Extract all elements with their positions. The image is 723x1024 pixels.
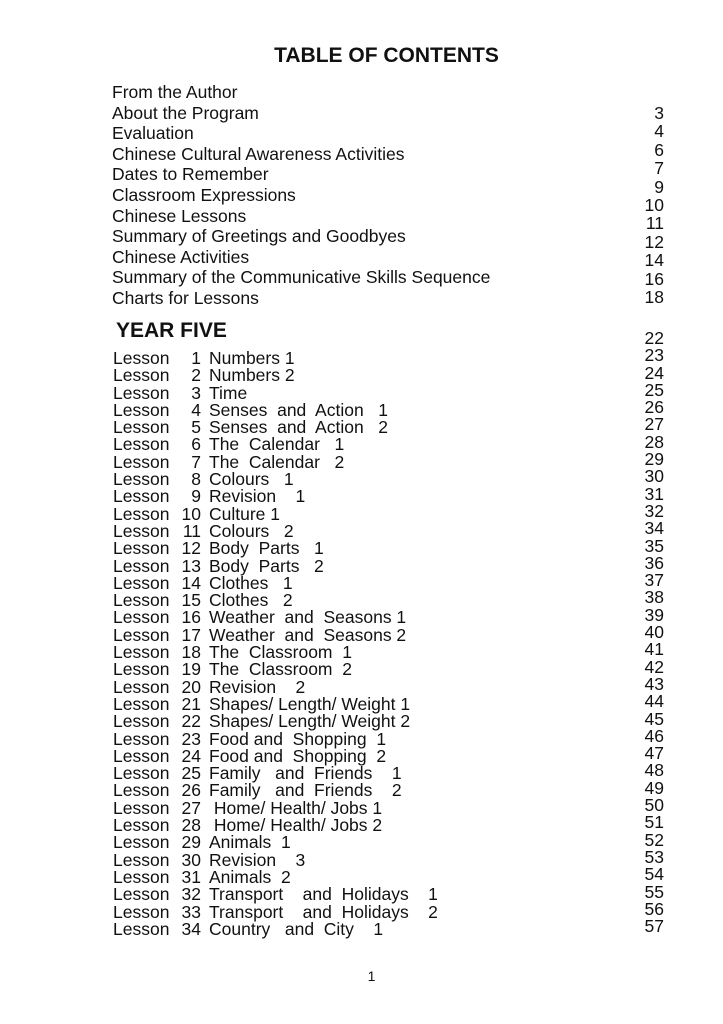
lesson-number: 29 bbox=[181, 832, 201, 853]
lesson-number: 14 bbox=[181, 572, 201, 593]
lesson-word: Lesson bbox=[113, 451, 170, 472]
lesson-number: 1 bbox=[191, 348, 201, 368]
page-ref: 11 bbox=[645, 213, 664, 234]
page-ref: 31 bbox=[644, 483, 664, 504]
lesson-word: Lesson bbox=[113, 745, 170, 766]
section-heading: YEAR FIVE bbox=[116, 319, 227, 342]
page-ref: 37 bbox=[644, 570, 664, 591]
page-ref: 6 bbox=[654, 139, 664, 160]
lesson-word: Lesson bbox=[113, 693, 170, 714]
lesson-title: The Classroom 1 bbox=[209, 642, 352, 663]
lesson-word: Lesson bbox=[113, 469, 170, 490]
lesson-word: Lesson bbox=[113, 832, 170, 853]
toc-entry: Summary of Greetings and Goodbyes bbox=[112, 226, 406, 247]
lesson-word: Lesson bbox=[113, 901, 170, 922]
lesson-number: 12 bbox=[181, 538, 201, 559]
lesson-number: 32 bbox=[181, 884, 201, 905]
lesson-number: 13 bbox=[181, 555, 201, 576]
page-ref: 38 bbox=[644, 587, 664, 608]
lesson-entry bbox=[113, 918, 438, 939]
lesson-title: Shapes/ Length/ Weight 2 bbox=[209, 711, 411, 732]
page-ref: 36 bbox=[644, 552, 664, 573]
page-ref: 28 bbox=[644, 431, 664, 452]
lesson-word: Lesson bbox=[113, 538, 170, 559]
lesson-title: Weather and Seasons 2 bbox=[209, 624, 407, 645]
page-title: TABLE OF CONTENTS bbox=[274, 44, 499, 67]
lesson-title: Home/ Health/ Jobs 1 bbox=[209, 797, 383, 818]
lesson-number: 20 bbox=[181, 676, 201, 697]
page-ref: 41 bbox=[644, 639, 664, 660]
page-ref: 47 bbox=[644, 743, 664, 764]
page-ref: 55 bbox=[644, 881, 664, 902]
lesson-page-numbers bbox=[645, 330, 664, 935]
lesson-number: 17 bbox=[181, 624, 201, 645]
page-ref: 40 bbox=[644, 622, 664, 643]
lesson-word: Lesson bbox=[113, 555, 170, 576]
lesson-number: 9 bbox=[191, 486, 201, 507]
lesson-number: 8 bbox=[191, 469, 201, 490]
lesson-number: 6 bbox=[191, 434, 201, 455]
lesson-word: Lesson bbox=[113, 815, 170, 836]
lesson-title: Animals 1 bbox=[209, 832, 291, 853]
page-ref: 25 bbox=[644, 379, 664, 400]
lesson-word: Lesson bbox=[113, 590, 170, 611]
page-ref: 16 bbox=[644, 268, 664, 289]
lesson-list bbox=[113, 350, 438, 938]
lesson-word: Lesson bbox=[113, 884, 170, 905]
lesson-word: Lesson bbox=[113, 520, 170, 541]
lesson-number: 19 bbox=[181, 659, 201, 680]
lesson-title: Numbers 2 bbox=[209, 365, 295, 386]
toc-entry: Chinese Lessons bbox=[112, 205, 247, 226]
page-ref: 45 bbox=[644, 708, 664, 729]
lesson-word: Lesson bbox=[113, 503, 170, 524]
lesson-number: 5 bbox=[191, 417, 201, 438]
page-ref: 34 bbox=[644, 518, 664, 539]
lesson-title: Colours 1 bbox=[209, 469, 294, 490]
page-ref: 10 bbox=[644, 194, 664, 215]
lesson-title: Family and Friends 1 bbox=[209, 763, 402, 784]
lesson-word: Lesson bbox=[113, 365, 170, 386]
page-ref: 32 bbox=[644, 500, 664, 521]
page-ref: 30 bbox=[644, 466, 664, 487]
lesson-title: Revision 2 bbox=[209, 676, 306, 697]
toc-entry: Chinese Activities bbox=[112, 246, 250, 267]
page-ref: 9 bbox=[654, 176, 664, 197]
lesson-word: Lesson bbox=[113, 659, 170, 680]
toc-entry: About the Program bbox=[112, 102, 259, 123]
lesson-word: Lesson bbox=[113, 797, 170, 818]
lesson-title: Time bbox=[209, 382, 248, 403]
lesson-word: Lesson bbox=[113, 607, 170, 628]
page-ref: 53 bbox=[644, 846, 664, 867]
lesson-entry bbox=[113, 713, 438, 730]
toc-entry: Summary of the Communicative Skills Sequence bbox=[112, 267, 491, 288]
page-ref: 46 bbox=[644, 725, 664, 746]
lesson-number: 23 bbox=[181, 728, 201, 749]
lesson-title: Food and Shopping 2 bbox=[209, 745, 387, 766]
lesson-word: Lesson bbox=[113, 849, 170, 870]
lesson-title: Colours 2 bbox=[209, 520, 294, 541]
lesson-title: Transport and Holidays 1 bbox=[209, 884, 438, 905]
front-page-numbers bbox=[645, 104, 664, 306]
page-ref: 51 bbox=[644, 812, 664, 833]
lesson-title: The Calendar 2 bbox=[209, 451, 345, 472]
lesson-word: Lesson bbox=[113, 780, 170, 801]
lesson-number: 22 bbox=[181, 711, 201, 732]
lesson-entry bbox=[113, 540, 438, 557]
page-ref: 24 bbox=[644, 362, 664, 383]
lesson-word: Lesson bbox=[113, 676, 170, 697]
page-ref: 48 bbox=[644, 760, 664, 781]
page-ref: 57 bbox=[644, 916, 664, 937]
page-ref: 14 bbox=[644, 250, 664, 271]
page-ref: 27 bbox=[644, 414, 664, 435]
toc-entry: Chinese Cultural Awareness Activities bbox=[112, 143, 405, 164]
lesson-number: 25 bbox=[181, 763, 201, 784]
lesson-number: 10 bbox=[181, 503, 201, 524]
page-ref: 3 bbox=[654, 103, 664, 123]
lesson-word: Lesson bbox=[113, 918, 170, 939]
lesson-number: 30 bbox=[181, 849, 201, 870]
lesson-title: Revision 1 bbox=[209, 486, 306, 507]
lesson-title: Family and Friends 2 bbox=[209, 780, 402, 801]
page-ref: 43 bbox=[644, 673, 664, 694]
page-ref: 52 bbox=[644, 829, 664, 850]
toc-entry: Dates to Remember bbox=[112, 164, 269, 185]
lesson-title: Senses and Action 2 bbox=[209, 417, 389, 438]
lesson-number: 28 bbox=[181, 815, 201, 836]
page-ref: 42 bbox=[644, 656, 664, 677]
lesson-title: Weather and Seasons 1 bbox=[209, 607, 407, 628]
lesson-word: Lesson bbox=[113, 348, 170, 368]
page-ref: 56 bbox=[644, 898, 664, 919]
page-ref: 26 bbox=[644, 397, 664, 418]
lesson-title: Senses and Action 1 bbox=[209, 399, 389, 420]
lesson-title: Clothes 1 bbox=[209, 572, 293, 593]
lesson-word: Lesson bbox=[113, 711, 170, 732]
lesson-title: Animals 2 bbox=[209, 866, 291, 887]
lesson-title: Revision 3 bbox=[209, 849, 306, 870]
lesson-title: Country and City 1 bbox=[209, 918, 384, 939]
toc-entry: Classroom Expressions bbox=[112, 184, 296, 205]
lesson-number: 27 bbox=[181, 797, 201, 818]
page-ref: 44 bbox=[644, 691, 664, 712]
lesson-title: Food and Shopping 1 bbox=[209, 728, 387, 749]
lesson-entry bbox=[113, 886, 438, 903]
lesson-word: Lesson bbox=[113, 572, 170, 593]
lesson-title: Numbers 1 bbox=[209, 348, 295, 368]
lesson-number: 18 bbox=[181, 642, 201, 663]
lesson-title: Clothes 2 bbox=[209, 590, 293, 611]
lesson-title: Home/ Health/ Jobs 2 bbox=[209, 815, 383, 836]
lesson-word: Lesson bbox=[113, 728, 170, 749]
lesson-word: Lesson bbox=[113, 486, 170, 507]
lesson-title: Culture 1 bbox=[209, 503, 281, 524]
lesson-number: 4 bbox=[191, 399, 201, 420]
lesson-title: Body Parts 1 bbox=[209, 538, 324, 559]
page-ref: 39 bbox=[644, 604, 664, 625]
lesson-word: Lesson bbox=[113, 642, 170, 663]
lesson-title: Body Parts 2 bbox=[209, 555, 324, 576]
page-ref: 22 bbox=[644, 328, 664, 348]
page-ref: 29 bbox=[644, 449, 664, 470]
lesson-number: 24 bbox=[181, 745, 201, 766]
lesson-word: Lesson bbox=[113, 399, 170, 420]
lesson-number: 33 bbox=[181, 901, 201, 922]
lesson-number: 7 bbox=[191, 451, 201, 472]
lesson-number: 16 bbox=[181, 607, 201, 628]
lesson-word: Lesson bbox=[113, 434, 170, 455]
toc-entry: Evaluation bbox=[112, 123, 194, 144]
lesson-entry bbox=[113, 367, 438, 384]
lesson-number: 3 bbox=[191, 382, 201, 403]
lesson-number: 26 bbox=[181, 780, 201, 801]
page-ref: 18 bbox=[644, 286, 664, 307]
lesson-entry bbox=[113, 834, 438, 851]
lesson-word: Lesson bbox=[113, 417, 170, 438]
page-ref: 23 bbox=[644, 345, 664, 366]
lesson-number: 31 bbox=[181, 866, 201, 887]
lesson-word: Lesson bbox=[113, 763, 170, 784]
page-ref: 35 bbox=[644, 535, 664, 556]
page-number: 1 bbox=[367, 968, 376, 984]
toc-entry: Charts for Lessons bbox=[112, 287, 259, 308]
lesson-number: 2 bbox=[191, 365, 201, 386]
lesson-title: The Classroom 2 bbox=[209, 659, 352, 680]
lesson-title: Transport and Holidays 2 bbox=[209, 901, 438, 922]
page-ref: 49 bbox=[644, 777, 664, 798]
page-ref: 54 bbox=[644, 864, 664, 885]
page-ref: 7 bbox=[654, 158, 664, 179]
page-ref: 12 bbox=[644, 231, 664, 252]
page-ref: 4 bbox=[654, 121, 664, 142]
lesson-number: 34 bbox=[181, 918, 201, 939]
page-ref: 50 bbox=[644, 795, 664, 816]
lesson-word: Lesson bbox=[113, 382, 170, 403]
lesson-title: Shapes/ Length/ Weight 1 bbox=[209, 693, 411, 714]
lesson-number: 15 bbox=[181, 590, 201, 611]
front-matter-list bbox=[112, 82, 490, 309]
lesson-word: Lesson bbox=[113, 624, 170, 645]
lesson-word: Lesson bbox=[113, 866, 170, 887]
lesson-number: 21 bbox=[181, 693, 201, 714]
lesson-title: The Calendar 1 bbox=[209, 434, 345, 455]
toc-entry: From the Author bbox=[112, 82, 238, 102]
lesson-number: 11 bbox=[182, 520, 201, 541]
